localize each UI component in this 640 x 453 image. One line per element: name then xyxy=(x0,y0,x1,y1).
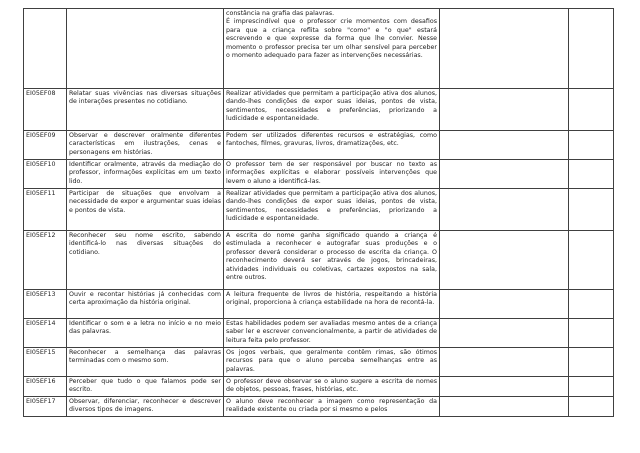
guidance-cell: O professor tem de ser responsável por buscar no texto as informações explícitas e elaborar possíveis intervenções que levem o aluno a identificá-las. xyxy=(224,160,440,189)
objective-cell: Reconhecer a semelhança das palavras terminadas com o mesmo som. xyxy=(67,348,224,377)
guidance-cell: O professor deve observar se o aluno sugere a escrita de nomes de objetos, pessoas, frases, histórias, etc. xyxy=(224,377,440,397)
empty-cell xyxy=(440,348,569,377)
objective-cell: Identificar o som e a letra no início e no meio das palavras. xyxy=(67,319,224,348)
empty-cell xyxy=(569,160,614,189)
code-cell: EI05EF12 xyxy=(24,231,67,290)
table-row xyxy=(24,89,614,131)
objective-cell: Observar e descrever oralmente diferentes características em ilustrações, cenas e personagens em histórias. xyxy=(67,131,224,160)
guidance-cell: Podem ser utilizados diferentes recursos e estratégias, como fantoches, filmes, gravuras, livros, dramatizações, etc. xyxy=(224,131,440,160)
code-cell: EI05EF16 xyxy=(24,377,67,397)
document-page xyxy=(23,8,612,417)
objective-cell: Relatar suas vivências nas diversas situações de interações presentes no cotidiano. xyxy=(67,89,224,131)
objective-cell xyxy=(67,9,224,89)
guidance-cell: Realizar atividades que permitam a participação ativa dos alunos, dando-lhes condições de expor suas ideias, pontos de vista, sentimentos, necessidades e preferências, priorizando a ludicidade e espontaneidade. xyxy=(224,189,440,231)
guidance-cell: A leitura frequente de livros de história, respeitando a história original, proporciona à criança estabilidade na hora de recontá-la. xyxy=(224,290,440,319)
empty-cell xyxy=(440,160,569,189)
code-cell: EI05EF17 xyxy=(24,397,67,417)
empty-cell xyxy=(440,319,569,348)
empty-cell xyxy=(569,348,614,377)
empty-cell xyxy=(569,9,614,89)
code-cell: EI05EF08 xyxy=(24,89,67,131)
table-row xyxy=(24,131,614,160)
empty-cell xyxy=(569,131,614,160)
table-row xyxy=(24,290,614,319)
table-row xyxy=(24,9,614,89)
code-cell: EI05EF10 xyxy=(24,160,67,189)
empty-cell xyxy=(569,377,614,397)
code-cell: EI05EF11 xyxy=(24,189,67,231)
empty-cell xyxy=(569,397,614,417)
code-cell: EI05EF14 xyxy=(24,319,67,348)
empty-cell xyxy=(440,9,569,89)
empty-cell xyxy=(440,397,569,417)
empty-cell xyxy=(440,377,569,397)
empty-cell xyxy=(569,231,614,290)
empty-cell xyxy=(569,290,614,319)
objective-cell: Observar, diferenciar, reconhecer e descrever diversos tipos de imagens. xyxy=(67,397,224,417)
table-row xyxy=(24,189,614,231)
objective-cell: Identificar oralmente, através da mediação do professor, informações explícitas em um texto lido. xyxy=(67,160,224,189)
empty-cell xyxy=(440,290,569,319)
table-row xyxy=(24,348,614,377)
guidance-cell: Realizar atividades que permitam a participação ativa dos alunos, dando-lhes condições de expor suas ideias, pontos de vista, sentimentos, necessidades e preferências, priorizando a ludicidade e espontaneidade. xyxy=(224,89,440,131)
guidance-cell: Os jogos verbais, que geralmente contêm rimas, são ótimos recursos para que o aluno perceba semelhanças entre as palavras. xyxy=(224,348,440,377)
table-row xyxy=(24,231,614,290)
table-row xyxy=(24,377,614,397)
empty-cell xyxy=(440,189,569,231)
empty-cell xyxy=(440,231,569,290)
table-row xyxy=(24,397,614,417)
table-row xyxy=(24,160,614,189)
curriculum-table xyxy=(23,8,614,417)
empty-cell xyxy=(440,131,569,160)
table-row xyxy=(24,319,614,348)
objective-cell: Ouvir e recontar histórias já conhecidas com certa aproximação da história original. xyxy=(67,290,224,319)
objective-cell: Reconhecer seu nome escrito, sabendo identificá-lo nas diversas situações do cotidiano. xyxy=(67,231,224,290)
code-cell: EI05EF09 xyxy=(24,131,67,160)
code-cell: EI05EF13 xyxy=(24,290,67,319)
objective-cell: Perceber que tudo o que falamos pode ser escrito. xyxy=(67,377,224,397)
empty-cell xyxy=(440,89,569,131)
guidance-cell: A escrita do nome ganha significado quando a criança é estimulada a reconhecer e autografar suas produções e o professor deverá considerar o processo de escrita da criança. O reconhecimento deverá ser através de jogos, brincadeiras, atividades individuais ou coletivas, cartazes expostos na sala, entre outros. xyxy=(224,231,440,290)
objective-cell: Participar de situações que envolvam a necessidade de expor e argumentar suas ideias e pontos de vista. xyxy=(67,189,224,231)
guidance-cell: constância na grafia das palavras. É imprescindível que o professor crie momentos com desafios para que a criança reflita sobre "como" e "o que" estará escrevendo e que expresse da forma que lhe convier. Nesse momento o professor precisa ter um olhar sensível para perceber o momento adequado para fazer as intervenções necessárias. xyxy=(224,9,440,89)
guidance-cell: Estas habilidades podem ser avaliadas mesmo antes de a criança saber ler e escrever convencionalmente, a partir de atividades de leitura feita pelo professor. xyxy=(224,319,440,348)
empty-cell xyxy=(569,89,614,131)
code-cell: EI05EF15 xyxy=(24,348,67,377)
empty-cell xyxy=(569,319,614,348)
code-cell xyxy=(24,9,67,89)
empty-cell xyxy=(569,189,614,231)
guidance-cell: O aluno deve reconhecer a imagem como representação da realidade existente ou criada por si mesmo e pelos xyxy=(224,397,440,417)
